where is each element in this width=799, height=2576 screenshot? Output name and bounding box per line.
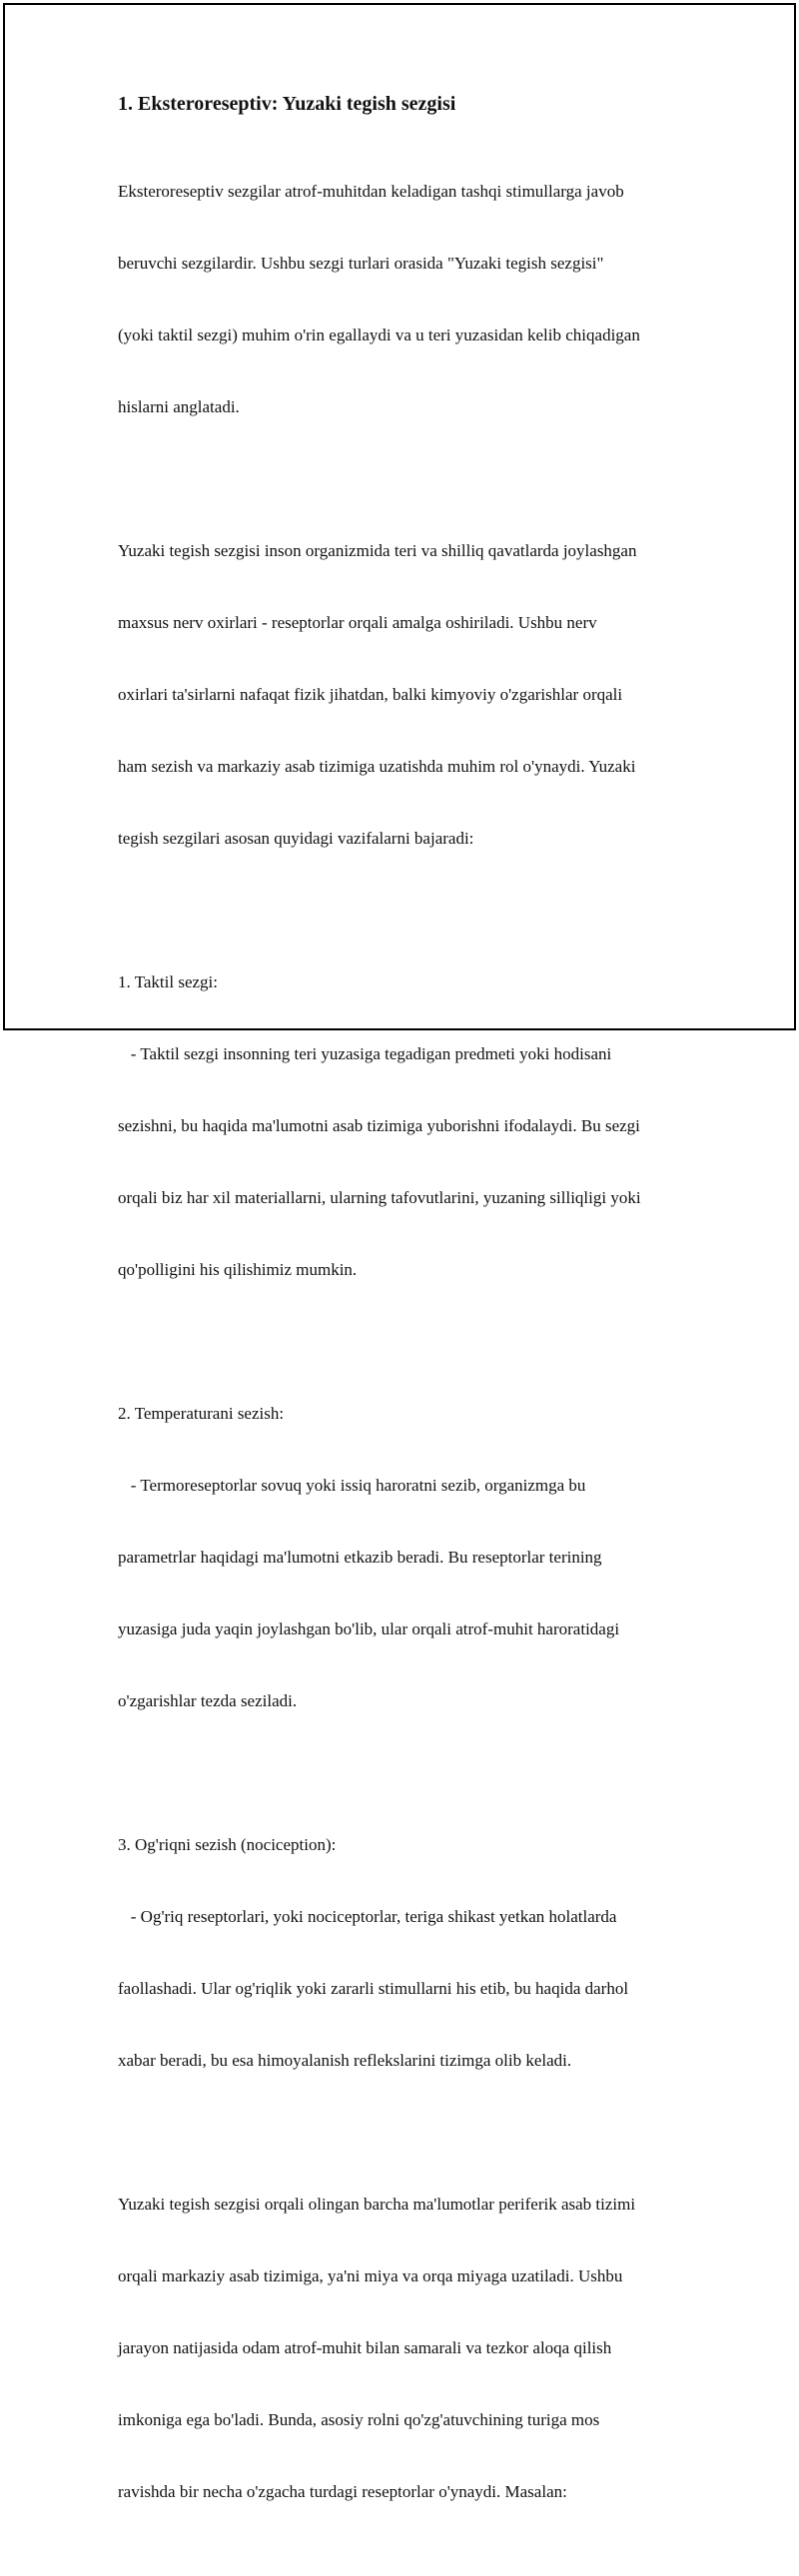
text-line: maxsus nerv oxirlari - reseptorlar orqali amalga oshiriladi. Ushbu nerv <box>118 613 597 632</box>
text-line: yuzasiga juda yaqin joylashgan bo'lib, ular orqali atrof-muhit haroratidagi <box>118 1619 620 1638</box>
text-line: Eksteroreseptiv sezgilar atrof-muhitdan keladigan tashqi stimullarga javob <box>118 182 624 201</box>
text-line: orqali markaziy asab tizimiga, ya'ni miya va orqa miyaga uzatiladi. Ushbu <box>118 2266 623 2285</box>
text-line: sezishni, bu haqida ma'lumotni asab tizimiga yuborishni ifodalaydi. Bu sezgi <box>118 1116 640 1135</box>
text-line: beruvchi sezgilardir. Ushbu sezgi turlari orasida "Yuzaki tegish sezgisi" <box>118 254 604 273</box>
text-line: - Og'riq reseptorlari, yoki nociceptorlar, teriga shikast yetkan holatlarda <box>118 1907 617 1926</box>
text-line: - Termoreseptorlar sovuq yoki issiq haroratni sezib, organizmga bu <box>118 1476 586 1495</box>
text-line: Yuzaki tegish sezgisi orqali olingan barcha ma'lumotlar periferik asab tizimi <box>118 2195 636 2214</box>
paragraph-conclusion <box>118 2145 692 2552</box>
text-line: qo'polligini his qilishimiz mumkin. <box>118 1260 358 1279</box>
text-line: Yuzaki tegish sezgisi inson organizmida teri va shilliq qavatlarda joylashgan <box>118 541 637 560</box>
document-body <box>118 92 692 2576</box>
document-title: 1. Eksteroreseptiv: Yuzaki tegish sezgisi <box>118 93 456 115</box>
list-item-temperature <box>118 1354 692 1761</box>
list-item-tactile <box>118 923 692 1330</box>
text-line: xabar beradi, bu esa himoyalanish reflekslarini tizimga olib keladi. <box>118 2051 572 2070</box>
text-line: o'zgarishlar tezda seziladi. <box>118 1691 298 1710</box>
text-line: 1. Taktil sezgi: <box>118 972 219 991</box>
text-line: ravishda bir necha o'zgacha turdagi reseptorlar o'ynaydi. Masalan: <box>118 2482 567 2501</box>
text-line: orqali biz har xil materiallarni, ularning tafovutlarini, yuzaning silliqligi yoki <box>118 1188 641 1207</box>
paragraph-intro <box>118 132 692 467</box>
list-item-pain <box>118 1785 692 2121</box>
text-line: - Taktil sezgi insonning teri yuzasiga tegadigan predmeti yoki hodisani <box>118 1044 612 1063</box>
text-line: parametrlar haqidagi ma'lumotni etkazib beradi. Bu reseptorlar terining <box>118 1548 602 1567</box>
text-line: jarayon natijasida odam atrof-muhit bilan samarali va tezkor aloqa qilish <box>118 2338 612 2357</box>
text-line: (yoki taktil sezgi) muhim o'rin egallaydi va u teri yuzasidan kelib chiqadigan <box>118 325 640 344</box>
text-line: ham sezish va markaziy asab tizimiga uzatishda muhim rol o'ynaydi. Yuzaki <box>118 757 636 776</box>
text-line: tegish sezgilari asosan quyidagi vazifalarni bajaradi: <box>118 829 474 848</box>
text-line: 2. Temperaturani sezish: <box>118 1404 285 1423</box>
text-line: faollashadi. Ular og'riqlik yoki zararli stimullarni his etib, bu haqida darhol <box>118 1979 629 1998</box>
text-line: oxirlari ta'sirlarni nafaqat fizik jihatdan, balki kimyoviy o'zgarishlar orqali <box>118 685 623 704</box>
paragraph-receptors <box>118 491 692 899</box>
text-line: 3. Og'riqni sezish (nociception): <box>118 1835 337 1854</box>
text-line: hislarni anglatadi. <box>118 397 240 416</box>
text-line: imkoniga ega bo'ladi. Bunda, asosiy rolni qo'zg'atuvchining turiga mos <box>118 2410 600 2429</box>
